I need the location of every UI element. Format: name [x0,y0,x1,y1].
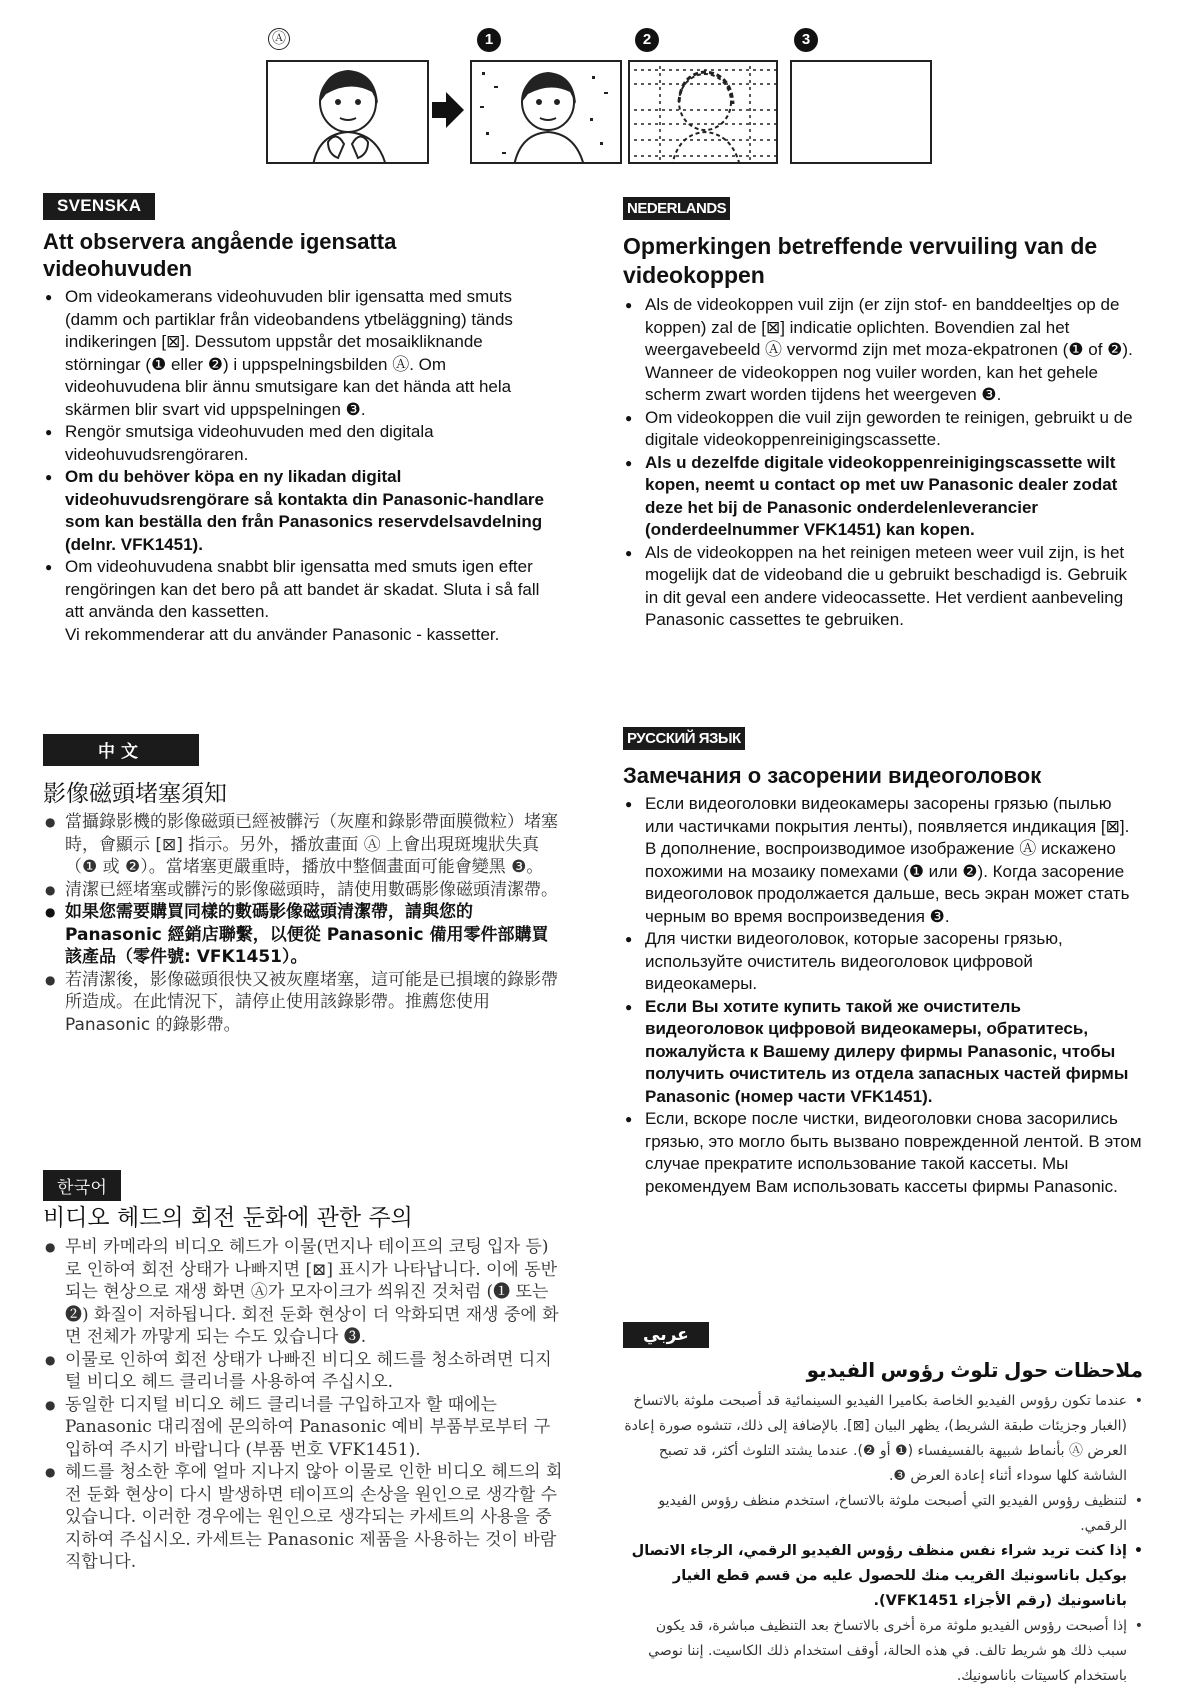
svenska-title: Att observera angående igensatta videohuvuden [43,229,397,281]
svenska-recommendation: Vi rekommenderar att du använder Panasonic - kassetter. [65,624,500,644]
korean-title: 비디오 헤드의 회전 둔화에 관한 주의 [43,1205,413,1231]
list-item: ● 동일한 디지털 비디오 헤드 클리너를 구입하고자 할 때에는 Panasonic 대리점에 문의하여 Panasonic 예비 부품부로부터 구입하여 주시기 바랍니다 (부품 번호 VFK1451). [43,1394,563,1462]
nederlands-title: Opmerkingen betreffende vervuiling van de videokoppen [623,233,1098,288]
list-item: ● Rengör smutsiga videohuvuden med den digitala videohuvudsrengöraren. [43,421,563,466]
figure-label-2: 2 [635,28,659,52]
list-item: ● Als de videokoppen vuil zijn (er zijn stof- en banddeeltjes op de koppen) zal de [⊠] indicatie oplichten. Bovendien zal het weergavebeeld Ⓐ vervormd zijn met moza-ekpatronen (❶ of ❷). Wanneer de videokoppen nog vuiler worden, kan het gehele scherm zwart worden tijdens het weergeven ❸. [623,294,1143,407]
chinese-title: 影像磁頭堵塞須知 [43,780,227,806]
section-chinese [43,734,563,1036]
list-item: ● Для чистки видеоголовок, которые засорены грязью, используйте очиститель видеоголовок цифровой видеокамеры. [623,928,1143,996]
russian-list [623,793,1143,1198]
arabic-title: ملاحظات حول تلوث رؤوس الفيديو [806,1360,1143,1382]
lang-tag-russian: РУССКИЙ ЯЗЫК [623,727,745,750]
figure-label-1: 1 [477,28,501,52]
list-item: ● Om videokamerans videohuvuden blir igensatta med smuts (damm och partiklar från videobandens ytbeläggning) tänds indikeringen [⊠]. Dessutom uppstår det mosaikliknande störningar (❶ eller ❷) i uppspelningsbilden Ⓐ. Om videohuvudena blir ännu smutsigare kan det hända att hela skärmen blir svart vid uppspelningen ❸. [43,286,563,421]
list-item: ● Если видеоголовки видеокамеры засорены грязью (пылью или частичками покрытия ленты), появляется индикация [⊠]. В дополнение, воспроизводимое изображение Ⓐ искажено похожими на мозаику помехами (❶ или ❷). Когда засорение видеоголовок продолжается дальше, весь экран может стать черным во время воспроизведения ❸. [623,793,1143,928]
arabic-list [623,1389,1143,1689]
list-item: ● 若清潔後，影像磁頭很快又被灰塵堵塞，這可能是已損壞的錄影帶所造成。在此情況下，請停止使用該錄影帶。推薦您使用 Panasonic 的錄影帶。 [43,969,563,1037]
section-svenska [43,193,563,646]
svenska-list [43,286,563,646]
list-item [43,556,563,646]
section-nederlands [623,197,1143,632]
playback-image-normal [266,60,429,164]
list-item: ● 當攝錄影機的影像磁頭已經被髒污（灰塵和錄影帶面膜微粒）堵塞時，會顯示 [⊠] 指示。另外，播放畫面 Ⓐ 上會出現斑塊狀失真（❶ 或 ❷）。當堵塞更嚴重時，播放中整個畫面可能會變黑 ❸。 [43,811,563,879]
nederlands-list [623,294,1143,632]
figure-label-a: Ⓐ [268,28,290,50]
woman-portrait-icon [268,62,429,164]
list-item: ● 헤드를 청소한 후에 얼마 지나지 않아 이물로 인한 비디오 헤드의 회전 둔화 현상이 다시 발생하면 테이프의 손상을 원인으로 생각할 수 있습니다. 이러한 경우에는 원인으로 생각되는 카세트의 사용을 중지하여 주십시오. 카세트는 Panasonic 제품을 사용하는 것이 바람직합니다. [43,1461,563,1574]
list-item: ● Als de videokoppen na het reinigen meteen weer vuil zijn, is het mogelijk dat de videoband die u gebruikt beschadigd is. Gebruik in dit geval een andere videocassette. Het verdient aanbeveling Panasonic cassettes te gebruiken. [623,542,1143,632]
list-item: ● 如果您需要購買同樣的數碼影像磁頭清潔帶，請與您的 Panasonic 經銷店聯繫，以便從 Panasonic 備用零件部購買該產品（零件號: VFK1451）。 [43,901,563,969]
list-item: ● Если, вскоре после чистки, видеоголовки снова засорились грязью, это могло быть вызвано поврежденной лентой. В этом случае прекратите использование такой кассеты. Мы рекомендуем Вам использовать кассеты фирмы Panasonic. [623,1108,1143,1198]
arrow-right-icon [432,92,464,133]
lang-tag-svenska: SVENSKA [43,193,155,220]
list-item: • إذا كنت تريد شراء نفس منظف رؤوس الفيديو الرقمي، الرجاء الاتصال بوكيل باناسونيك القريب منك للحصول عليه من قسم قطع الغيار باناسونيك (رقم الأجزاء VFK1451). [623,1539,1143,1614]
list-item: ● 清潔已經堵塞或髒污的影像磁頭時，請使用數碼影像磁頭清潔帶。 [43,879,563,902]
list-item: ● 무비 카메라의 비디오 헤드가 이물(먼지나 테이프의 코팅 입자 등)로 인하여 회전 상태가 나빠지면 [⊠] 표시가 나타납니다. 이에 동반되는 현상으로 재생 화면 Ⓐ가 모자이크가 씌워진 것처럼 (❶ 또는 ❷) 화질이 저하됩니다. 회전 둔화 현상이 더 악화되면 재생 중에 화면 전체가 까맣게 되는 수도 있습니다 ❸. [43,1236,563,1349]
list-item: ● Если Вы хотите купить такой же очиститель видеоголовок цифровой видеокамеры, обратитесь, пожалуйста к Вашему дилеру фирмы Panasonic, чтобы получить очиститель из отдела запасных частей фирмы Panasonic (номер части VFK1451). [623,996,1143,1109]
lang-tag-chinese: 中文 [43,734,199,766]
list-item: • إذا أصبحت رؤوس الفيديو ملوثة مرة أخرى بالاتساخ بعد التنظيف مباشرة، قد يكون سبب ذلك هو شريط تالف. في هذه الحالة، أوقف استخدام ذلك الكاسيت. إننا نوصي باستخدام كاسيتات باناسونيك. [623,1614,1143,1689]
section-russian [623,727,1143,1198]
woman-portrait-noisy-icon [472,62,622,164]
lang-tag-korean: 한국어 [43,1170,121,1201]
list-item: • لتنظيف رؤوس الفيديو التي أصبحت ملوثة بالاتساخ، استخدم منظف رؤوس الفيديو الرقمي. [623,1489,1143,1539]
list-item: ● Als u dezelfde digitale videokoppenreinigingscassette wilt kopen, neemt u contact op met uw Panasonic dealer zodat deze het bij de Panasonic onderdelenleverancier (onderdeelnummer VFK1451) kan kopen. [623,452,1143,542]
list-item: ● Om videokoppen die vuil zijn geworden te reinigen, gebruikt u de digitale videokoppenreinigingscassette. [623,407,1143,452]
figure-label-3: 3 [794,28,818,52]
list-item-text: Om videohuvudena snabbt blir igensatta med smuts igen efter rengöringen kan det bero på att bandet är skadat. Sluta i så fall att använda den kassetten. [65,557,540,621]
playback-image-mosaic-2 [628,60,778,164]
section-korean [43,1170,563,1574]
korean-list [43,1236,563,1574]
list-item: • عندما تكون رؤوس الفيديو الخاصة بكاميرا الفيديو السينمائية قد أصبحت ملوثة بالاتساخ (الغبار وجزيئات طبقة الشريط)، يظهر البيان [⊠]. بالإضافة إلى ذلك، تتشوه صورة إعادة العرض Ⓐ بأنماط شبيهة بالفسيفساء (❶ أو ❷). عندما يشتد التلوث أكثر، قد تصبح الشاشة كلها سوداء أثناء إعادة العرض ❸. [623,1389,1143,1489]
playback-image-blank [790,60,932,164]
woman-portrait-heavy-noise-icon [630,62,778,164]
playback-image-mosaic-1 [470,60,622,164]
lang-tag-arabic: عربي [623,1322,709,1348]
list-item: ● 이물로 인하여 회전 상태가 나빠진 비디오 헤드를 청소하려면 디지털 비디오 헤드 클리너를 사용하여 주십시오. [43,1349,563,1394]
chinese-list [43,811,563,1036]
list-item: ● Om du behöver köpa en ny likadan digital videohuvudsrengörare så kontakta din Panasonic-handlare som kan beställa den från Panasonics reservdelsavdelning (delnr. VFK1451). [43,466,563,556]
russian-title: Замечания о засорении видеоголовок [623,763,1042,788]
section-arabic [623,1322,1143,1689]
lang-tag-nederlands: NEDERLANDS [623,197,730,220]
